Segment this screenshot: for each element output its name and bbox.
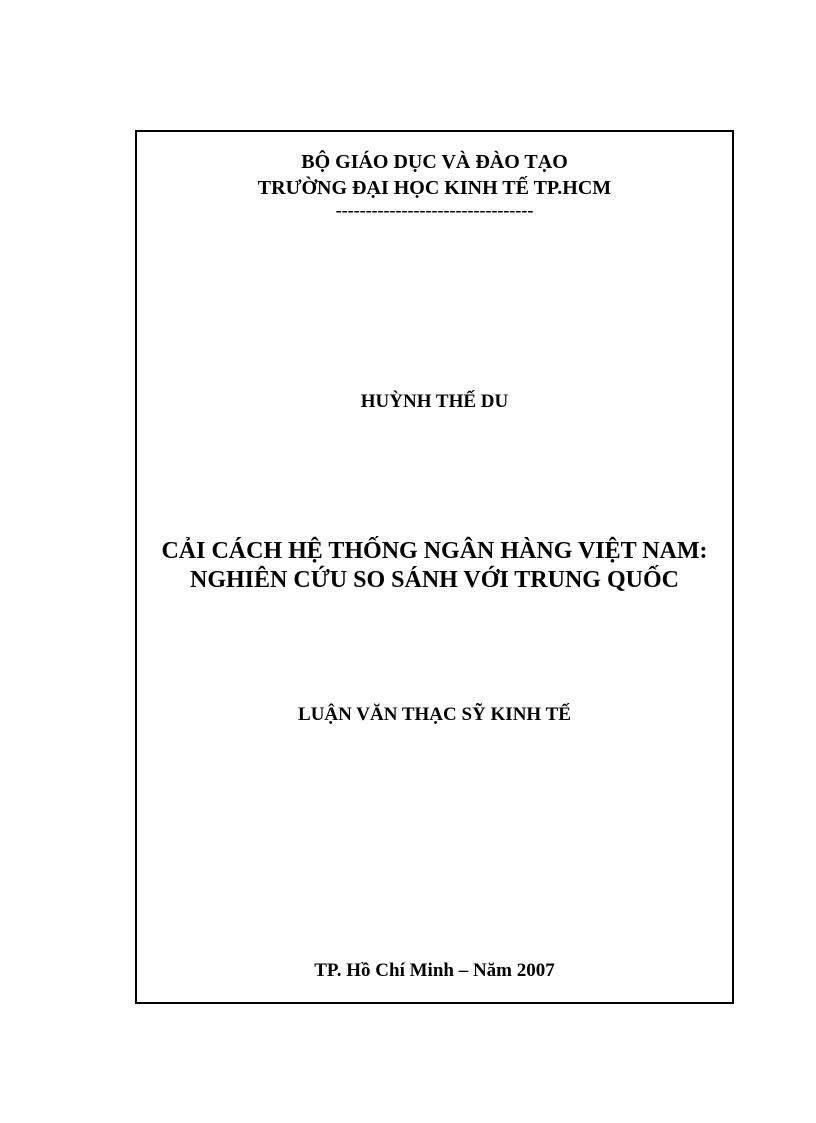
ministry-name: BỘ GIÁO DỤC VÀ ĐÀO TẠO <box>301 151 568 173</box>
thesis-title-line-2: NGHIÊN CỨU SO SÁNH VỚI TRUNG QUỐC <box>190 567 679 593</box>
place-and-year: TP. Hồ Chí Minh – Năm 2007 <box>314 960 555 981</box>
header-separator: --------------------------------- <box>335 200 534 220</box>
cover-page-frame <box>135 130 734 1004</box>
university-name: TRƯỜNG ĐẠI HỌC KINH TẾ TP.HCM <box>257 177 612 199</box>
thesis-title-line-1: CẢI CÁCH HỆ THỐNG NGÂN HÀNG VIỆT NAM: <box>161 538 708 564</box>
author-name: HUỲNH THẾ DU <box>360 391 509 412</box>
degree-type: LUẬN VĂN THẠC SỸ KINH TẾ <box>298 704 571 725</box>
